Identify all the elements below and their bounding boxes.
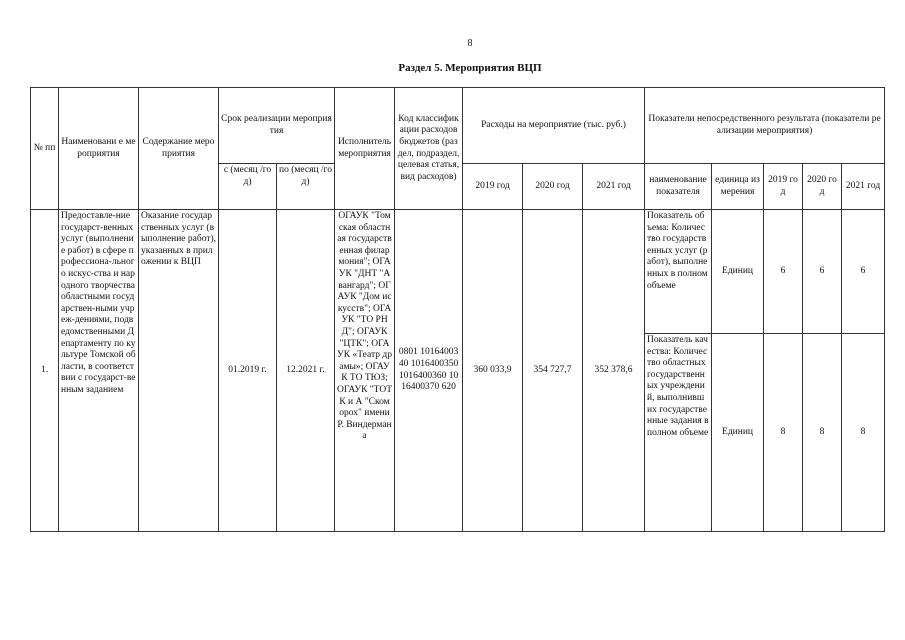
row-budget-code: 0801 1016400340 1016400350 1016400360 1016400370 620 bbox=[395, 210, 463, 532]
header-period: Срок реализации мероприятия bbox=[219, 88, 335, 164]
indicator-unit: Единиц bbox=[712, 210, 764, 334]
row-period-to: 12.2021 г. bbox=[277, 210, 335, 532]
indicator-2021: 6 bbox=[842, 210, 885, 334]
indicator-2020: 8 bbox=[803, 334, 842, 532]
header-num: № пп bbox=[31, 88, 59, 210]
row-exp-2019: 360 033,9 bbox=[463, 210, 523, 532]
header-exp-2020: 2020 год bbox=[523, 164, 583, 210]
indicator-2019: 8 bbox=[764, 334, 803, 532]
row-exp-2020: 354 727,7 bbox=[523, 210, 583, 532]
indicator-2021: 8 bbox=[842, 334, 885, 532]
indicator-2019: 6 bbox=[764, 210, 803, 334]
row-period-from: 01.2019 г. bbox=[219, 210, 277, 532]
row-content: Оказание государственных услуг (выполнение работ), указанных в приложении к ВЦП bbox=[139, 210, 219, 532]
indicator-2020: 6 bbox=[803, 210, 842, 334]
header-name: Наименовани е мероприятия bbox=[59, 88, 139, 210]
header-exp-2019: 2019 год bbox=[463, 164, 523, 210]
header-ind-2021: 2021 год bbox=[842, 164, 885, 210]
table-row bbox=[31, 210, 885, 334]
indicator-unit: Единиц bbox=[712, 334, 764, 532]
header-content: Содержание мероприятия bbox=[139, 88, 219, 210]
header-indicators: Показатели непосредственного результата (показатели реализации мероприятия) bbox=[645, 88, 885, 164]
header-executor: Исполнитель мероприятия bbox=[335, 88, 395, 210]
row-name: Предоставле-ние государст-венных услуг (выполнение работ) в сфере профессиона-льного искус-ства и народного творчества областными государствен-ными учреж-дениями, подведомственными Департаменту по культуре Томской области, в соответствии с государст-венным заданием bbox=[59, 210, 139, 532]
header-ind-2020: 2020 год bbox=[803, 164, 842, 210]
section-title: Раздел 5. Мероприятия ВЦП bbox=[398, 62, 542, 74]
header-ind-unit: единица измерения bbox=[712, 164, 764, 210]
header-exp-2021: 2021 год bbox=[583, 164, 645, 210]
measures-table bbox=[30, 87, 885, 532]
header-period-from: с (месяц /год) bbox=[219, 164, 277, 210]
row-executor: ОГАУК "Томская областная государственная филармония"; ОГАУК "ДНТ "Авангард"; ОГАУК "Дом искусств"; ОГАУК "ТО РНД"; ОГАУК "ЦТК"; ОГАУК «Театр драмы»; ОГАУК ТО ТЮЗ; ОГАУК "ТОТК и А "Скоморох" имени Р. Виндермана bbox=[335, 210, 395, 532]
row-exp-2021: 352 378,6 bbox=[583, 210, 645, 532]
page-number: 8 bbox=[467, 38, 473, 49]
header-period-to: по (месяц /год) bbox=[277, 164, 335, 210]
indicator-name: Показатель качества: Количество областных государственных учреждений, выполнивших государственные задания в полном объеме bbox=[645, 334, 712, 532]
row-num: 1. bbox=[31, 210, 59, 532]
header-budget-code: Код классификации расходов бюджетов (раздел, подраздел, целевая статья, вид расходов) bbox=[395, 88, 463, 210]
indicator-name: Показатель объема: Количество государственных услуг (работ), выполненных в полном объеме bbox=[645, 210, 712, 334]
header-expenses: Расходы на мероприятие (тыс. руб.) bbox=[463, 88, 645, 164]
header-ind-2019: 2019 год bbox=[764, 164, 803, 210]
header-ind-name: наименование показателя bbox=[645, 164, 712, 210]
